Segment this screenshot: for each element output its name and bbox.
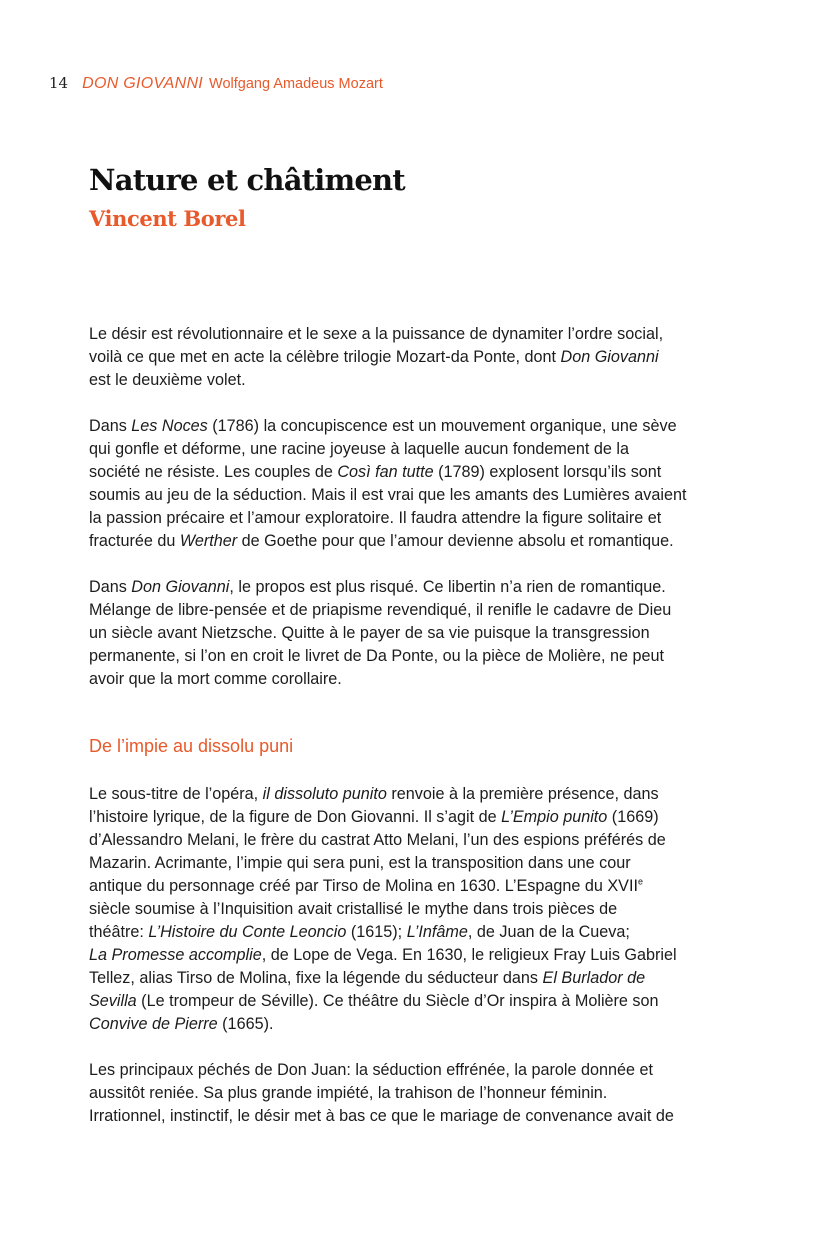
section-heading: De l’impie au dissolu puni [89,736,294,756]
text-run: société ne résiste. Les couples de [89,463,338,481]
italic-title: il dissoluto punito [262,785,387,803]
text-line [89,1013,749,1036]
text-run: antique du personnage créé par Tirso de Molina en 1630. L’Espagne du XVII [89,877,638,895]
text-line [89,415,749,438]
paragraph [89,415,749,553]
text-line: qui gonfle et déforme, une racine joyeuse à laquelle aucun fondement de la [89,440,629,458]
italic-title: Don Giovanni [131,578,230,596]
text-line [89,783,749,806]
text-run: voilà ce que met en acte la célèbre trilogie Mozart-da Ponte, dont [89,348,561,366]
paragraph [89,576,749,691]
italic-title: Don Giovanni [560,348,659,366]
paragraph [89,783,749,1036]
italic-title: El Burlador de [542,969,646,987]
text-line [89,530,749,553]
italic-title: Werther [179,532,238,550]
text-line: soumis au jeu de la séduction. Mais il est vrai que les amants des Lumières avaient [89,486,687,504]
text-line: Les principaux péchés de Don Juan: la séduction effrénée, la parole donnée et [89,1061,653,1079]
running-header-title: DON GIOVANNI [82,75,204,92]
text-run: (1669) [607,808,659,826]
text-line: est le deuxième volet. [89,371,246,389]
italic-title: L’Infâme [406,923,468,941]
text-line [89,461,749,484]
text-run: , de Lope de Vega. En 1630, le religieux Fray Luis Gabriel [261,946,677,964]
italic-title: L’Empio punito [501,808,608,826]
italic-title: Convive de Pierre [89,1015,218,1033]
text-line [89,990,749,1013]
article-body [89,323,749,1128]
running-header-composer: Wolfgang Amadeus Mozart [209,76,383,92]
page-number: 14 [49,74,69,92]
text-line: permanente, si l’on en croit le livret de Da Ponte, ou la pièce de Molière, ne peut [89,647,664,665]
text-line: d’Alessandro Melani, le frère du castrat Atto Melani, l’un des espions préférés de [89,831,666,849]
text-run: , de Juan de la Cueva; [467,923,630,941]
text-line [89,346,749,369]
text-line: Mazarin. Acrimante, l’impie qui sera puni, est la transposition dans une cour [89,854,631,872]
italic-title: Les Noces [131,417,208,435]
text-line [89,944,749,967]
italic-title: Così fan tutte [337,463,434,481]
italic-title: Sevilla [89,992,137,1010]
text-run: Dans [89,417,132,435]
running-header [49,74,383,93]
superscript: e [637,876,643,887]
text-run: (1615); [346,923,407,941]
article-title: Nature et châtiment [89,163,405,197]
paragraph [89,323,749,392]
text-run: renvoie à la première présence, dans [386,785,659,803]
text-run: théâtre: [89,923,149,941]
text-line: Mélange de libre-pensée et de priapisme revendiqué, il renifle le cadavre de Dieu [89,601,672,619]
text-run: Dans [89,578,132,596]
text-run: fracturée du [89,532,180,550]
italic-title: L’Histoire du Conte Leoncio [148,923,347,941]
text-line: avoir que la mort comme corollaire. [89,670,342,688]
text-line [89,967,749,990]
text-line [89,806,749,829]
text-run: (1789) explosent lorsqu’ils sont [433,463,662,481]
text-line: un siècle avant Nietzsche. Quitte à le payer de sa vie puisque la transgression [89,624,650,642]
text-line: siècle soumise à l’Inquisition avait cristallisé le mythe dans trois pièces de [89,900,618,918]
paragraph [89,1059,749,1128]
text-line [89,921,749,944]
text-run: (1665). [217,1015,274,1033]
text-line [89,875,749,898]
text-line: Le désir est révolutionnaire et le sexe a la puissance de dynamiter l’ordre social, [89,325,664,343]
text-run: (Le trompeur de Séville). Ce théâtre du Siècle d’Or inspira à Molière son [136,992,659,1010]
text-run: Tellez, alias Tirso de Molina, fixe la légende du séducteur dans [89,969,543,987]
text-run: l’histoire lyrique, de la figure de Don Giovanni. Il s’agit de [89,808,502,826]
article-author: Vincent Borel [89,206,246,231]
text-line [89,576,749,599]
text-run: , le propos est plus risqué. Ce libertin n’a rien de romantique. [229,578,666,596]
text-line: aussitôt reniée. Sa plus grande impiété, la trahison de l’honneur féminin. [89,1084,608,1102]
text-run: (1786) la concupiscence est un mouvement organique, une sève [207,417,677,435]
italic-title: La Promesse accomplie [89,946,262,964]
text-line: la passion précaire et l’amour exploratoire. Il faudra attendre la figure solitaire et [89,509,662,527]
text-run: de Goethe pour que l’amour devienne absolu et romantique. [237,532,674,550]
text-line: Irrationnel, instinctif, le désir met à bas ce que le mariage de convenance avait de [89,1107,674,1125]
text-run: Le sous-titre de l’opéra, [89,785,263,803]
